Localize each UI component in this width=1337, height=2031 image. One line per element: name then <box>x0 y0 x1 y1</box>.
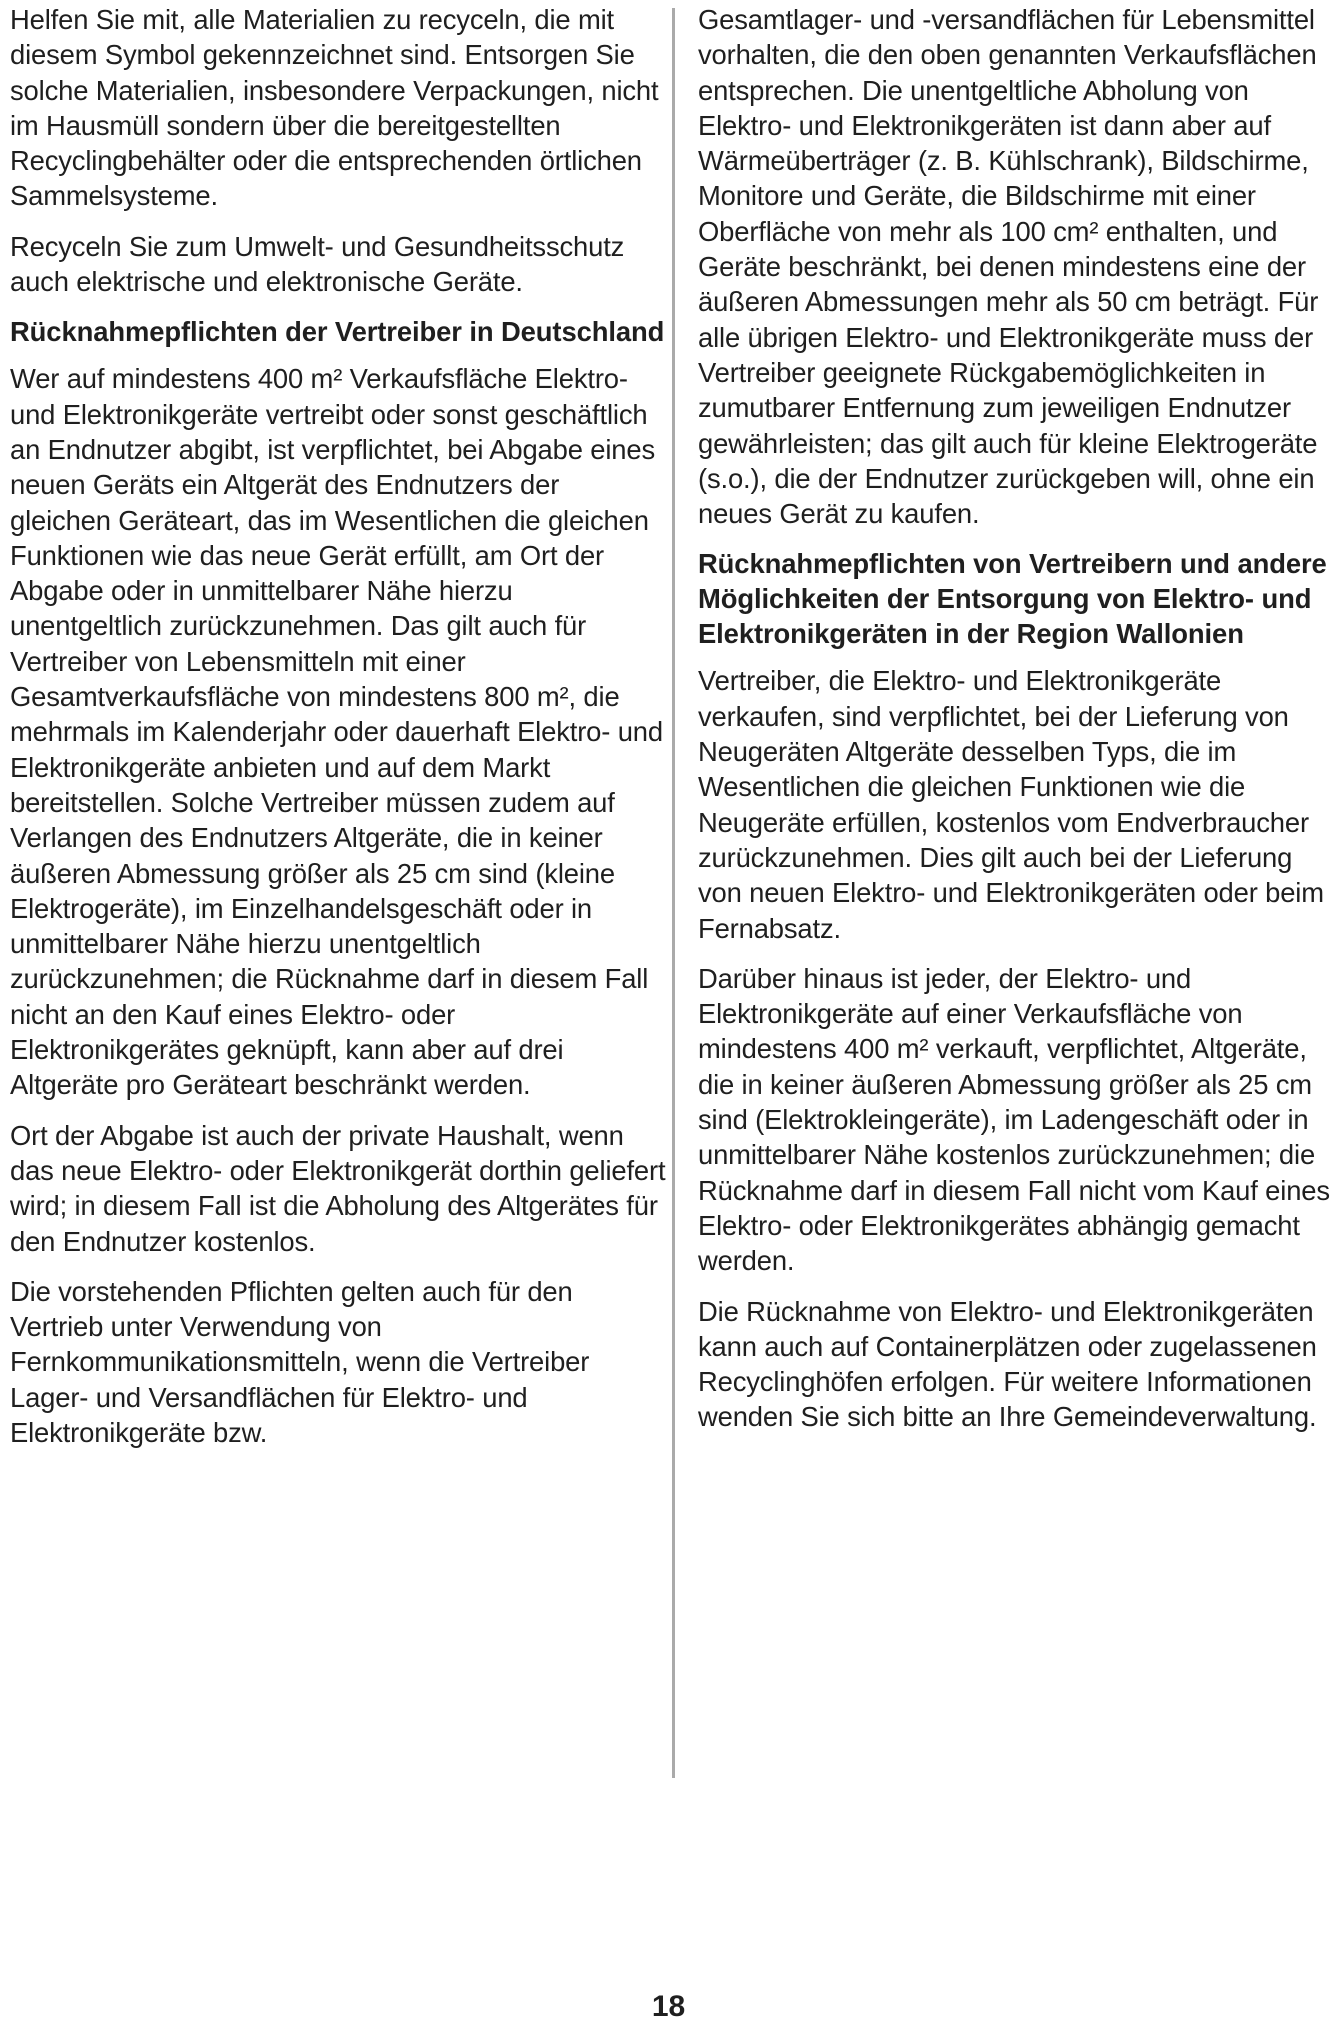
container-sites-paragraph: Die Rücknahme von Elektro- und Elektronikgeräten kann auch auf Containerplätzen oder zugelassenen Recyclinghöfen erfolgen. Für weitere Informationen wenden Sie sich bitte an Ihre Gemeindeverwaltung. <box>698 1295 1317 1433</box>
wallonia-delivery-paragraph: Vertreiber, die Elektro- und Elektronikgeräte verkaufen, sind verpflichtet, bei der Lieferung von Neugeräten Altgeräte desselben Typs, die im Wesentlichen die gleichen Funktionen wie die Neugeräte erfüllen, kostenlos vom Endverbraucher zurückzunehmen. Dies gilt auch bei der Lieferung von neuen Elektro- und Elektronikgeräten oder beim Fernabsatz. <box>698 665 1324 944</box>
food-retailer-paragraph: Gesamtlager- und -versandflächen für Lebensmittel vorhalten, die den oben genannten Verkaufsflächen entsprechen. Die unentgeltliche Abholung von Elektro- und Elektronikgeräten ist dann aber auf Wärmeüberträger (z. B. Kühlschrank), Bildschirme, Monitore und Geräte, die Bildschirme mit einer Oberfläche von mehr als 100 cm² enthalten, und Geräte beschränkt, bei denen mindestens eine der äußeren Abmessungen mehr als 50 cm beträgt. Für alle übrigen Elektro- und Elektronikgeräte muss der Vertreiber geeignete Rückgabemöglichkeiten in zumutbarer Entfernung zum jeweiligen Endnutzer gewährleisten; das gilt auch für kleine Elektrogeräte (s.o.), die der Endnutzer zurückgeben will, ohne ein neues Gerät zu kaufen. <box>698 4 1319 530</box>
retailer-obligation-paragraph: Wer auf mindestens 400 m² Verkaufsfläche Elektro- und Elektronikgeräte vertreibt oder sonst geschäftlich an Endnutzer abgibt, ist verpflichtet, bei Abgabe eines neuen Geräts ein Altgerät des Endnutzers der gleichen Geräteart, das im Wesentlichen die gleichen Funktionen wie das neue Gerät erfüllt, am Ort der Abgabe oder in unmittelbarer Nähe hierzu unentgeltlich zurückzunehmen. Das gilt auch für Vertreiber von Lebensmitteln mit einer Gesamtverkaufsfläche von mindestens 800 m², die mehrmals im Kalenderjahr oder dauerhaft Elektro- und Elektronikgeräte anbieten und auf dem Markt bereitstellen. Solche Vertreiber müssen zudem auf Verlangen des Endnutzers Altgeräte, die in keiner äußeren Abmessung größer als 25 cm sind (kleine Elektrogeräte), im Einzelhandelsgeschäft oder in unmittelbarer Nähe hierzu unentgeltlich zurückzunehmen; die Rücknahme darf in diesem Fall nicht an den Kauf eines Elektro- oder Elektronikgerätes geknüpft, kann aber auf drei Altgeräte pro Geräteart beschränkt werden. <box>10 363 663 1101</box>
household-delivery-paragraph: Ort der Abgabe ist auch der private Haushalt, wenn das neue Elektro- oder Elektronikgerät dorthin geliefert wird; in diesem Fall ist die Abholung des Altgerätes für den Endnutzer kostenlos. <box>10 1119 666 1257</box>
column-divider <box>672 8 675 1778</box>
electronic-recycling-paragraph: Recyceln Sie zum Umwelt- und Gesundheitsschutz auch elektrische und elektronische Geräte. <box>10 230 625 298</box>
section-heading-wallonia: Rücknahmepflichten von Vertreibern und andere Möglichkeiten der Entsorgung von Elektro- und Elektronikgeräten in der Region Wallonien <box>698 548 1327 650</box>
section-heading-germany: Rücknahmepflichten der Vertreiber in Deutschland <box>10 316 665 348</box>
recycling-symbol-paragraph: Helfen Sie mit, alle Materialien zu recyceln, die mit diesem Symbol gekennzeichnet sind. Entsorgen Sie solche Materialien, insbesondere Verpackungen, nicht im Hausmüll sondern über die bereitgestellten Recyclingbehälter oder die entsprechenden örtlichen Sammelsysteme. <box>10 4 659 212</box>
distance-selling-paragraph: Die vorstehenden Pflichten gelten auch für den Vertrieb unter Verwendung von Fernkommunikationsmitteln, wenn die Vertreiber Lager- und Versandflächen für Elektro- und Elektronikgeräte bzw. <box>10 1275 590 1448</box>
wallonia-store-paragraph: Darüber hinaus ist jeder, der Elektro- und Elektronikgeräte auf einer Verkaufsfläche von mindestens 400 m² verkauft, verpflichtet, Altgeräte, die in keiner äußeren Abmessung größer als 25 cm sind (Elektrokleingeräte), im Ladengeschäft oder in unmittelbarer Nähe kostenlos zurückzunehmen; die Rücknahme darf in diesem Fall nicht vom Kauf eines Elektro- oder Elektronikgerätes abhängig gemacht werden. <box>698 962 1330 1277</box>
page-number: 18 <box>651 1990 686 2023</box>
left-column <box>10 2 666 1465</box>
right-column <box>698 2 1334 1450</box>
